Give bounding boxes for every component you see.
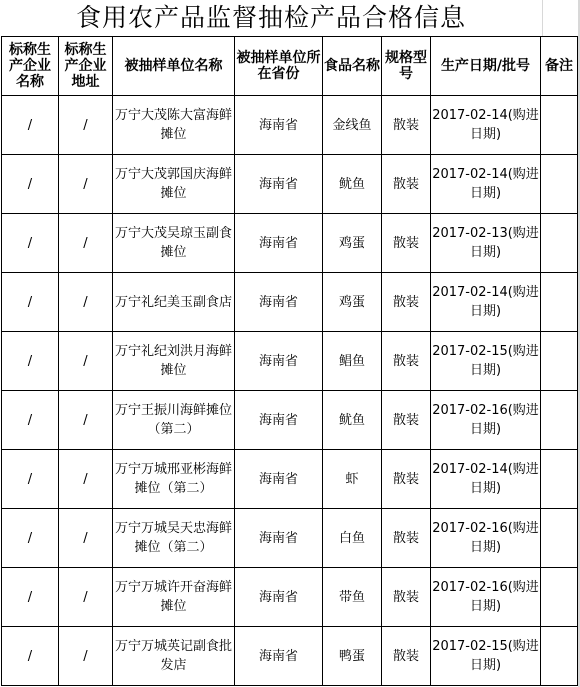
cell-unit[interactable]: 万宁大茂吴琼玉副食摊位 [113,214,235,273]
cell-note[interactable] [541,509,578,568]
cell-spec[interactable]: 散装 [382,509,431,568]
cell-unit[interactable]: 万宁礼纪刘洪月海鲜摊位 [113,332,235,391]
table-row [2,450,578,509]
header-enterprise-address[interactable]: 标称生产企业地址 [59,37,113,96]
table-row [2,627,578,686]
header-enterprise-name[interactable]: 标称生产企业名称 [2,37,59,96]
cell-enterprise[interactable]: / [2,96,59,155]
cell-date[interactable]: 2017-02-14(购进日期) [431,450,541,509]
cell-province[interactable]: 海南省 [235,273,323,332]
cell-enterprise[interactable]: / [2,450,59,509]
cell-address[interactable]: / [59,332,113,391]
cell-note[interactable] [541,391,578,450]
cell-date[interactable]: 2017-02-16(购进日期) [431,568,541,627]
cell-address[interactable]: / [59,627,113,686]
cell-unit[interactable]: 万宁万城英记副食批发店 [113,627,235,686]
header-note[interactable]: 备注 [541,37,578,96]
cell-province[interactable]: 海南省 [235,450,323,509]
cell-enterprise[interactable]: / [2,568,59,627]
cell-address[interactable]: / [59,96,113,155]
cell-province[interactable]: 海南省 [235,214,323,273]
cell-food[interactable]: 鱿鱼 [323,155,382,214]
cell-food[interactable]: 鸡蛋 [323,273,382,332]
cell-address[interactable]: / [59,509,113,568]
cell-date[interactable]: 2017-02-14(购进日期) [431,273,541,332]
cell-date[interactable]: 2017-02-16(购进日期) [431,391,541,450]
header-spec[interactable]: 规格型号 [382,37,431,96]
cell-spec[interactable]: 散装 [382,214,431,273]
header-row [2,37,578,96]
sheet-title: 食用农产品监督抽检产品合格信息 [75,3,466,32]
cell-date[interactable]: 2017-02-14(购进日期) [431,155,541,214]
cell-note[interactable] [541,155,578,214]
cell-province[interactable]: 海南省 [235,568,323,627]
cell-food[interactable]: 鱿鱼 [323,391,382,450]
cell-date[interactable]: 2017-02-16(购进日期) [431,509,541,568]
cell-spec[interactable]: 散装 [382,155,431,214]
cell-unit[interactable]: 万宁万城吴天忠海鲜摊位（第二） [113,509,235,568]
cell-address[interactable]: / [59,273,113,332]
table-row [2,391,578,450]
cell-enterprise[interactable]: / [2,627,59,686]
cell-unit[interactable]: 万宁礼纪美玉副食店 [113,273,235,332]
table-row [2,96,578,155]
table-row [2,155,578,214]
cell-unit[interactable]: 万宁万城邢亚彬海鲜摊位（第二） [113,450,235,509]
cell-note[interactable] [541,627,578,686]
table-row [2,214,578,273]
cell-date[interactable]: 2017-02-13(购进日期) [431,214,541,273]
title-empty-cell[interactable] [542,0,580,36]
cell-enterprise[interactable]: / [2,273,59,332]
cell-note[interactable] [541,214,578,273]
cell-date[interactable]: 2017-02-14(购进日期) [431,96,541,155]
cell-note[interactable] [541,273,578,332]
cell-province[interactable]: 海南省 [235,155,323,214]
cell-date[interactable]: 2017-02-15(购进日期) [431,332,541,391]
header-province[interactable]: 被抽样单位所在省份 [235,37,323,96]
table-row [2,332,578,391]
cell-address[interactable]: / [59,450,113,509]
cell-enterprise[interactable]: / [2,155,59,214]
cell-food[interactable]: 虾 [323,450,382,509]
cell-address[interactable]: / [59,214,113,273]
cell-note[interactable] [541,332,578,391]
cell-province[interactable]: 海南省 [235,391,323,450]
cell-province[interactable]: 海南省 [235,509,323,568]
header-production-date[interactable]: 生产日期/批号 [431,37,541,96]
header-sampled-unit[interactable]: 被抽样单位名称 [113,37,235,96]
cell-province[interactable]: 海南省 [235,627,323,686]
cell-note[interactable] [541,568,578,627]
cell-unit[interactable]: 万宁大茂郭国庆海鲜摊位 [113,155,235,214]
cell-enterprise[interactable]: / [2,391,59,450]
cell-address[interactable]: / [59,391,113,450]
cell-note[interactable] [541,450,578,509]
cell-province[interactable]: 海南省 [235,96,323,155]
cell-enterprise[interactable]: / [2,509,59,568]
cell-unit[interactable]: 万宁王振川海鲜摊位（第二） [113,391,235,450]
cell-address[interactable]: / [59,568,113,627]
table-row [2,568,578,627]
header-food-name[interactable]: 食品名称 [323,37,382,96]
cell-spec[interactable]: 散装 [382,391,431,450]
cell-unit[interactable]: 万宁大茂陈大富海鲜摊位 [113,96,235,155]
cell-enterprise[interactable]: / [2,214,59,273]
cell-spec[interactable]: 散装 [382,273,431,332]
cell-address[interactable]: / [59,155,113,214]
table-row [2,273,578,332]
cell-spec[interactable]: 散装 [382,627,431,686]
cell-note[interactable] [541,96,578,155]
cell-food[interactable]: 带鱼 [323,568,382,627]
cell-enterprise[interactable]: / [2,332,59,391]
cell-date[interactable]: 2017-02-15(购进日期) [431,627,541,686]
cell-food[interactable]: 金线鱼 [323,96,382,155]
cell-food[interactable]: 鸡蛋 [323,214,382,273]
table-row [2,509,578,568]
cell-province[interactable]: 海南省 [235,332,323,391]
cell-unit[interactable]: 万宁万城许开奋海鲜摊位 [113,568,235,627]
cell-spec[interactable]: 散装 [382,568,431,627]
inspection-table [1,36,578,686]
cell-food[interactable]: 鲳鱼 [323,332,382,391]
cell-food[interactable]: 白鱼 [323,509,382,568]
cell-spec[interactable]: 散装 [382,332,431,391]
cell-spec[interactable]: 散装 [382,96,431,155]
cell-spec[interactable]: 散装 [382,450,431,509]
cell-food[interactable]: 鸭蛋 [323,627,382,686]
